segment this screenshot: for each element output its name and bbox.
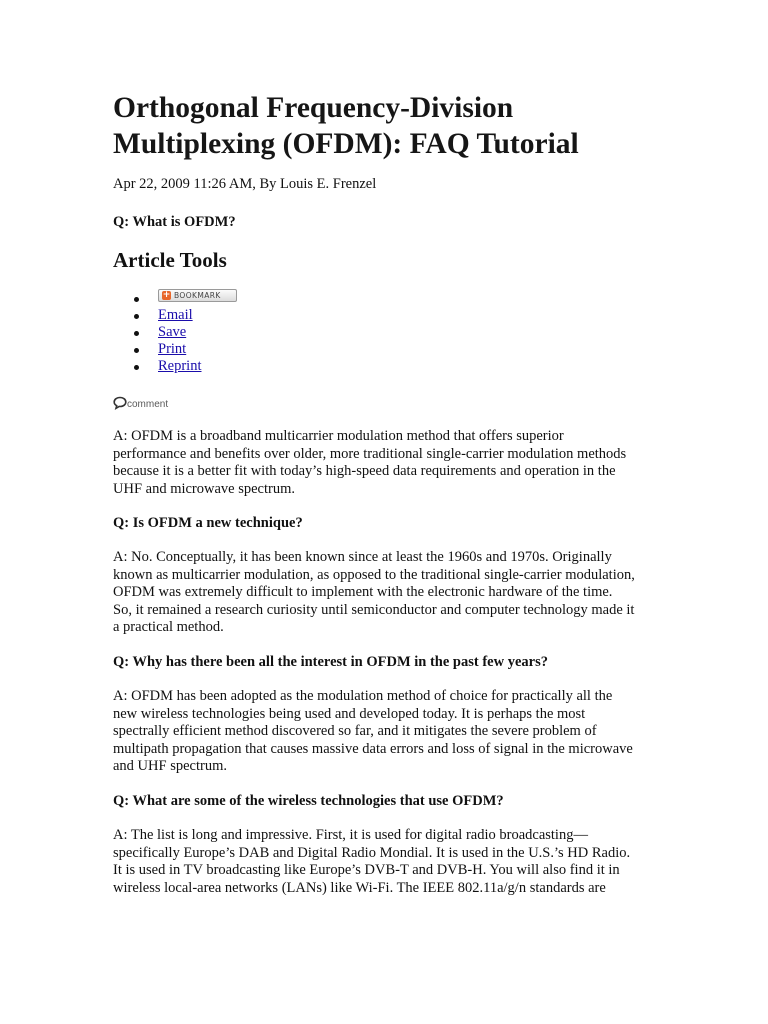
answer-4 [113,827,658,897]
tool-item-print [113,341,202,358]
bookmark-button[interactable] [158,289,237,302]
question-4: Q: What are some of the wireless technologies that use OFDM? [113,793,504,809]
answer-4-line: A: The list is long and impressive. First, it is used for digital radio broadcasting— [113,827,588,843]
save-link[interactable]: Save [158,324,187,340]
print-link[interactable]: Print [158,341,187,357]
article-tools-heading: Article Tools [113,248,227,272]
answer-4-line: wireless local-area networks (LANs) like Wi-Fi. The IEEE 802.11a/g/n standards are [113,879,606,896]
answer-1-line: A: OFDM is a broadband multicarrier modulation method that offers superior [113,428,564,444]
answer-1-line: UHF and microwave spectrum. [113,480,296,497]
answer-2-line: a practical method. [113,619,224,635]
article-title-line-2: Multiplexing (OFDM): FAQ Tutorial [113,128,579,160]
comment-label: comment [127,399,169,410]
question-2: Q: Is OFDM a new technique? [113,515,303,531]
email-link[interactable]: Email [158,307,193,323]
answer-1-line: performance and benefits over older, more traditional single-carrier modulation methods [113,445,627,462]
question-1: Q: What is OFDM? [113,214,236,230]
answer-4-line: It is used in TV broadcasting like Europe’s DVB-T and DVB-H. You will also find it in [113,862,620,878]
article-title [113,90,673,162]
answer-2-line: A: No. Conceptually, it has been known since at least the 1960s and 1970s. Originally [113,549,612,565]
bookmark-label: BOOKMARK [174,291,221,300]
article-byline: Apr 22, 2009 11:26 AM, By Louis E. Frenzel [113,176,377,192]
answer-3-line: multipath propagation that causes massive data errors and loss of signal in the microwave [113,740,633,757]
answer-3-line: spectrally efficient method discovered so far, and it mitigates the severe problem of [113,723,597,739]
tool-item-email [113,307,202,324]
answer-1-line: because it is a better fit with today’s high-speed data requirements and operation in the [113,463,616,479]
answer-3 [113,688,658,776]
reprint-link[interactable]: Reprint [158,358,202,374]
answer-3-line: A: OFDM has been adopted as the modulation method of choice for practically all the [113,688,613,704]
answer-2-line: known as multicarrier modulation, as opposed to the traditional single-carrier modulation, [113,566,635,583]
answer-2-line: So, it remained a research curiosity until semiconductor and computer technology made it [113,601,635,618]
answer-3-line: and UHF spectrum. [113,758,227,774]
article-tools-list [113,287,221,375]
article-title-line-1: Orthogonal Frequency-Division [113,92,514,124]
tool-item-bookmark [113,287,221,307]
answer-1 [113,428,658,498]
answer-4-line: specifically Europe’s DAB and Digital Radio Mondial. It is used in the U.S.’s HD Radio. [113,844,631,861]
question-3: Q: Why has there been all the interest in OFDM in the past few years? [113,654,548,670]
plus-icon: + [162,290,171,300]
tool-item-save [113,324,202,341]
tool-item-reprint [113,358,202,375]
answer-2 [113,549,658,637]
speech-bubble-icon [113,396,127,410]
answer-3-line: new wireless technologies being used and developed today. It is perhaps the most [113,705,586,722]
answer-2-line: OFDM was extremely difficult to implement with the electronic hardware of the time. [113,584,613,600]
